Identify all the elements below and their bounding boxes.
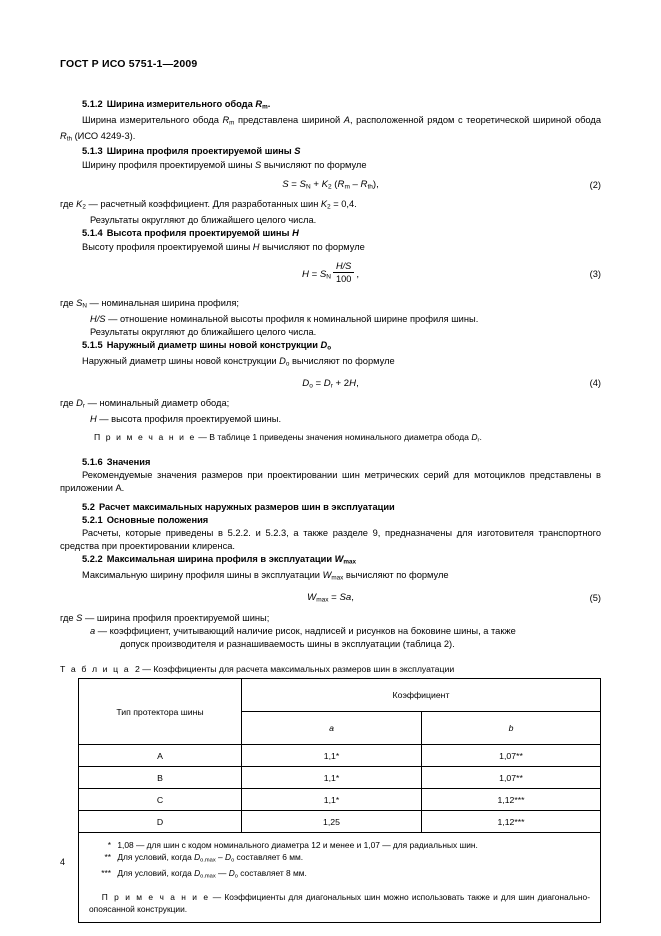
formula-4-definition-h: H — высота профиля проектируемой шины. (90, 413, 282, 424)
footnote-2-marker: ** (104, 852, 111, 863)
clause-5-2-heading (60, 501, 601, 514)
cell-a: 1,1* (242, 767, 422, 789)
formula-3-expression: $H = S_N$ $\frac{H/S}{100}$ , (301, 261, 359, 285)
clause-5-2-2-heading (60, 553, 601, 569)
clause-5-1-2-heading (60, 98, 601, 114)
clause-5-1-4-number: 5.1.4 (82, 228, 103, 239)
formula-3 (60, 263, 601, 286)
table-caption-label: Т а б л и ц а (60, 664, 131, 675)
cell-b: 1,12*** (422, 811, 601, 833)
clause-5-1-3-number: 5.1.3 (82, 146, 103, 157)
table-2-caption (60, 664, 601, 674)
clause-5-1-4-heading (60, 227, 601, 240)
formula-2-number: (2) (589, 179, 601, 190)
formula-4-definition-dr: где $D_r$ — номинальный диаметр обода; (60, 398, 230, 410)
table-row (79, 811, 601, 833)
clause-5-1-3-heading (60, 145, 601, 158)
table-row (79, 789, 601, 811)
clause-5-1-6-title: Значения (106, 456, 151, 467)
clause-5-2-1-body: Расчеты, которые приведены в 5.2.2. и 5.2.3, а также разделе 9, предназначены для изготовителя транспортного средства при проектировании клиренса. (60, 528, 601, 552)
clause-5-1-2-body: Ширина измерительного обода $R_m$ представлена шириной A, расположенной рядом с теоретической шириной обода $R_{th}$ (ИСО 4249-3). (60, 114, 601, 143)
document-header: ГОСТ Р ИСО 5751-1—2009 (60, 58, 198, 70)
formula-5-definition-a (60, 625, 601, 638)
note-table-1: П р и м е ч а н и е — В таблице 1 приведены значения номинального диаметра обода $D_r$. (94, 432, 482, 444)
cell-type: B (79, 767, 242, 789)
clause-5-1-6-body: Рекомендуемые значения размеров при проектировании шин метрических серий для мотоциклов представлены в приложении А. (60, 470, 601, 494)
formula-5-definition-a-text: — коэффициент, учитывающий наличие рисок, надписей и рисунков на боковине шины, а также (95, 625, 516, 636)
clause-5-1-4-body: Высоту профиля проектируемой шины H вычисляют по формуле (82, 241, 365, 252)
table-header-b: b (422, 712, 601, 745)
footnote-3 (89, 867, 590, 883)
clause-5-1-2-title: Ширина измерительного обода $R_m$. (106, 99, 271, 111)
clause-5-1-3-body: Ширину профиля проектируемой шины S вычисляют по формуле (82, 159, 367, 170)
formula-5-definition-a-cont: допуск производителя и разнашиваемость шины в эксплуатации (таблица 2). (120, 639, 455, 649)
clause-5-1-5-number: 5.1.5 (82, 339, 103, 350)
formula-3-definition-sn: где $S_N$ — номинальная ширина профиля; (60, 297, 239, 310)
table-row (79, 745, 601, 767)
table-note (89, 891, 590, 915)
table-caption-text: — Коэффициенты для расчета максимальных размеров шин в эксплуатации (142, 664, 455, 675)
table-header-a: a (242, 712, 422, 745)
formula-2-expression: $S = S_N + K_2$ $(R_m - R_{th})$, (282, 178, 379, 191)
clause-5-1-5-body: Наружный диаметр шины новой конструкции $D_o$ вычисляют по формуле (82, 355, 395, 368)
formula-2-rounding-note: Результаты округляют до ближайшего целого числа. (90, 215, 317, 226)
table-header-type: Тип протектора шины (79, 679, 242, 745)
table-row (79, 767, 601, 789)
clause-5-2-2-body: Максимальную ширину профиля шины в эксплуатации $W_{max}$ вычисляют по формуле (82, 570, 449, 582)
table-footnotes-row (79, 833, 601, 923)
clause-5-2-1-title: Основные положения (106, 514, 209, 525)
page-content (60, 58, 601, 923)
formula-3-number: (3) (589, 269, 601, 280)
footnote-3-marker: *** (101, 868, 111, 879)
table-footnotes (79, 833, 601, 923)
table-header-row-1 (79, 679, 601, 712)
formula-5-symbol-a: a (90, 625, 96, 636)
cell-type: D (79, 811, 242, 833)
clause-5-2-2-number: 5.2.2 (82, 554, 103, 565)
footnote-2-text: Для условий, когда $D_{o.max} - D_o$ составляет 6 мм. (117, 852, 304, 864)
footnote-1 (89, 839, 590, 851)
clause-5-1-6-number: 5.1.6 (82, 456, 103, 467)
formula-3-numerator: H/S (333, 261, 354, 273)
table-header-coefficient: Коэффициент (242, 679, 601, 712)
clause-5-1-2-number: 5.1.2 (82, 99, 103, 109)
clause-5-1-6-heading (60, 456, 601, 469)
note-label: П р и м е ч а н и е (94, 432, 196, 443)
clause-5-2-title: Расчет максимальных наружных размеров шин в эксплуатации (98, 501, 395, 512)
cell-a: 1,1* (242, 745, 422, 767)
formula-5-expression: $W_{max} = Sa$, (307, 591, 354, 604)
clause-5-1-5-heading (60, 339, 601, 355)
cell-a: 1,1* (242, 789, 422, 811)
footnote-3-text: Для условий, когда $D_{o.max}$ — $D_o$ составляет 8 мм. (117, 868, 307, 880)
cell-b: 1,07** (422, 767, 601, 789)
table-note-label: П р и м е ч а н и е (101, 891, 210, 902)
cell-type: C (79, 789, 242, 811)
formula-5-number: (5) (589, 592, 601, 603)
table-caption-number: 2 (134, 664, 140, 675)
clause-5-1-5-title: Наружный диаметр шины новой конструкции $D_o$ (106, 339, 332, 352)
formula-3-rounding-note: Результаты округляют до ближайшего целого числа. (90, 326, 317, 337)
clause-5-2-number: 5.2 (82, 501, 95, 512)
cell-b: 1,07** (422, 745, 601, 767)
footnote-1-text: 1,08 — для шин с кодом номинального диаметра 12 и менее и 1,07 — для радиальных шин. (117, 840, 478, 851)
clause-5-1-3-title: Ширина профиля проектируемой шины S (106, 146, 301, 157)
formula-4-expression: $D_o = D_r + 2H$, (302, 377, 359, 390)
clause-5-2-1-heading (60, 514, 601, 527)
coefficients-table (78, 678, 601, 923)
footnote-2 (89, 851, 590, 867)
formula-4-number: (4) (589, 378, 601, 389)
cell-b: 1,12*** (422, 789, 601, 811)
formula-2-definition-k2: где $K_2$ — расчетный коэффициент. Для разработанных шин $K_2 = 0,4$. (60, 199, 357, 211)
formula-5-definition-s: где S — ширина профиля проектируемой шины; (60, 612, 270, 623)
formula-4 (60, 378, 601, 390)
cell-a: 1,25 (242, 811, 422, 833)
cell-type: A (79, 745, 242, 767)
clause-5-1-4-title: Высота профиля проектируемой шины H (106, 228, 299, 239)
table-note-text: — Коэффициенты для диагональных шин можно использовать также и для шин диагонально-опоясанной конструкции. (89, 891, 590, 914)
formula-3-definition-hs: H/S — отношение номинальной высоты профиля к номинальной ширине профиля шины. (90, 313, 479, 324)
footnote-1-marker: * (107, 840, 111, 851)
formula-5 (60, 592, 601, 604)
clause-5-2-1-number: 5.2.1 (82, 514, 103, 525)
page-number: 4 (60, 857, 66, 867)
clause-5-2-2-title: Максимальная ширина профиля в эксплуатации $W_{max}$ (106, 554, 357, 566)
formula-3-denominator: 100 (335, 274, 352, 285)
formula-2 (60, 179, 601, 191)
